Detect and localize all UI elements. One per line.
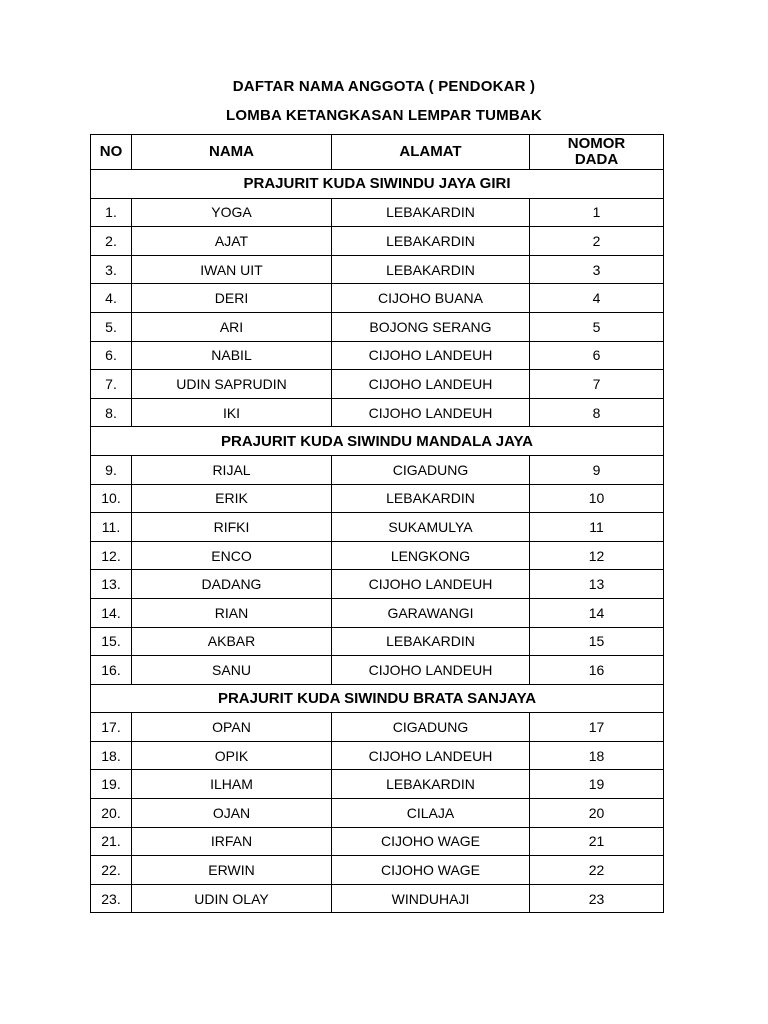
group-name: PRAJURIT KUDA SIWINDU BRATA SANJAYA [91,684,664,713]
cell-nomor-dada: 13 [530,570,664,599]
cell-nomor-dada: 4 [530,284,664,313]
table-body [91,170,664,913]
group-row [91,170,664,199]
cell-nomor-dada: 5 [530,312,664,341]
cell-alamat: GARAWANGI [332,598,530,627]
cell-nama: IRFAN [132,827,332,856]
group-name: PRAJURIT KUDA SIWINDU JAYA GIRI [91,170,664,199]
cell-nama: IWAN UIT [132,255,332,284]
cell-alamat: CIJOHO LANDEUH [332,341,530,370]
cell-alamat: CIGADUNG [332,455,530,484]
cell-alamat: CIJOHO BUANA [332,284,530,313]
cell-no: 7. [91,370,132,399]
cell-nomor-dada: 18 [530,741,664,770]
header-nomor-dada-label: NOMOR DADA [567,135,626,168]
table-row [91,312,664,341]
cell-nama: OPIK [132,741,332,770]
cell-alamat: LEBAKARDIN [332,627,530,656]
document-subtitle: LOMBA KETANGKASAN LEMPAR TUMBAK [226,107,542,124]
cell-nomor-dada: 22 [530,856,664,885]
cell-no: 15. [91,627,132,656]
cell-alamat: LEBAKARDIN [332,484,530,513]
table-row [91,884,664,913]
cell-nama: IKI [132,398,332,427]
header-nomor-dada [530,135,664,170]
cell-nomor-dada: 9 [530,455,664,484]
table-row [91,770,664,799]
cell-alamat: CILAJA [332,799,530,828]
table-row [91,370,664,399]
cell-no: 17. [91,713,132,742]
table-row [91,570,664,599]
cell-nama: ARI [132,312,332,341]
cell-alamat: CIJOHO LANDEUH [332,398,530,427]
cell-nomor-dada: 21 [530,827,664,856]
table-row [91,398,664,427]
cell-alamat: SUKAMULYA [332,513,530,542]
cell-nomor-dada: 12 [530,541,664,570]
cell-no: 4. [91,284,132,313]
cell-nama: UDIN SAPRUDIN [132,370,332,399]
header-nama: NAMA [132,135,332,170]
cell-nomor-dada: 1 [530,198,664,227]
cell-nama: AKBAR [132,627,332,656]
cell-nama: ENCO [132,541,332,570]
table-row [91,198,664,227]
table-row [91,541,664,570]
cell-nomor-dada: 2 [530,227,664,256]
table-row [91,656,664,685]
table-row [91,598,664,627]
cell-nama: OJAN [132,799,332,828]
members-table [90,134,664,913]
cell-no: 14. [91,598,132,627]
cell-nomor-dada: 3 [530,255,664,284]
cell-no: 16. [91,656,132,685]
cell-no: 18. [91,741,132,770]
cell-no: 21. [91,827,132,856]
cell-no: 8. [91,398,132,427]
table-row [91,627,664,656]
cell-nama: SANU [132,656,332,685]
table-row [91,827,664,856]
cell-nama: UDIN OLAY [132,884,332,913]
table-row [91,856,664,885]
cell-nomor-dada: 10 [530,484,664,513]
cell-alamat: WINDUHAJI [332,884,530,913]
cell-no: 9. [91,455,132,484]
cell-nomor-dada: 11 [530,513,664,542]
table-row [91,799,664,828]
cell-no: 10. [91,484,132,513]
cell-nama: AJAT [132,227,332,256]
group-row [91,427,664,456]
cell-no: 13. [91,570,132,599]
group-name: PRAJURIT KUDA SIWINDU MANDALA JAYA [91,427,664,456]
cell-alamat: CIJOHO WAGE [332,827,530,856]
cell-nomor-dada: 16 [530,656,664,685]
table-row [91,484,664,513]
cell-alamat: CIJOHO LANDEUH [332,741,530,770]
cell-nama: RIJAL [132,455,332,484]
cell-nomor-dada: 6 [530,341,664,370]
cell-alamat: LEBAKARDIN [332,198,530,227]
cell-nama: DERI [132,284,332,313]
table-row [91,455,664,484]
cell-no: 2. [91,227,132,256]
cell-nomor-dada: 20 [530,799,664,828]
cell-alamat: BOJONG SERANG [332,312,530,341]
cell-alamat: LEBAKARDIN [332,227,530,256]
cell-no: 19. [91,770,132,799]
cell-nama: YOGA [132,198,332,227]
cell-nomor-dada: 7 [530,370,664,399]
cell-nomor-dada: 19 [530,770,664,799]
cell-alamat: CIJOHO LANDEUH [332,370,530,399]
cell-alamat: CIGADUNG [332,713,530,742]
document-title: DAFTAR NAMA ANGGOTA ( PENDOKAR ) [232,78,536,95]
cell-nama: ILHAM [132,770,332,799]
table-row [91,741,664,770]
table-row [91,513,664,542]
cell-nomor-dada: 23 [530,884,664,913]
cell-no: 12. [91,541,132,570]
cell-alamat: CIJOHO WAGE [332,856,530,885]
cell-no: 5. [91,312,132,341]
cell-no: 3. [91,255,132,284]
table-row [91,341,664,370]
table-row [91,284,664,313]
cell-alamat: LEBAKARDIN [332,255,530,284]
cell-nama: NABIL [132,341,332,370]
cell-alamat: LEBAKARDIN [332,770,530,799]
cell-nama: ERIK [132,484,332,513]
cell-no: 6. [91,341,132,370]
cell-no: 20. [91,799,132,828]
cell-nama: DADANG [132,570,332,599]
cell-no: 23. [91,884,132,913]
table-row [91,227,664,256]
group-row [91,684,664,713]
cell-nomor-dada: 15 [530,627,664,656]
cell-no: 1. [91,198,132,227]
header-row [91,135,664,170]
cell-alamat: CIJOHO LANDEUH [332,656,530,685]
cell-no: 11. [91,513,132,542]
cell-nomor-dada: 8 [530,398,664,427]
cell-nama: ERWIN [132,856,332,885]
cell-alamat: CIJOHO LANDEUH [332,570,530,599]
header-alamat: ALAMAT [332,135,530,170]
table-row [91,255,664,284]
cell-nama: RIFKI [132,513,332,542]
header-no: NO [91,135,132,170]
cell-nama: OPAN [132,713,332,742]
table-row [91,713,664,742]
cell-no: 22. [91,856,132,885]
cell-nomor-dada: 17 [530,713,664,742]
cell-nama: RIAN [132,598,332,627]
cell-nomor-dada: 14 [530,598,664,627]
cell-alamat: LENGKONG [332,541,530,570]
